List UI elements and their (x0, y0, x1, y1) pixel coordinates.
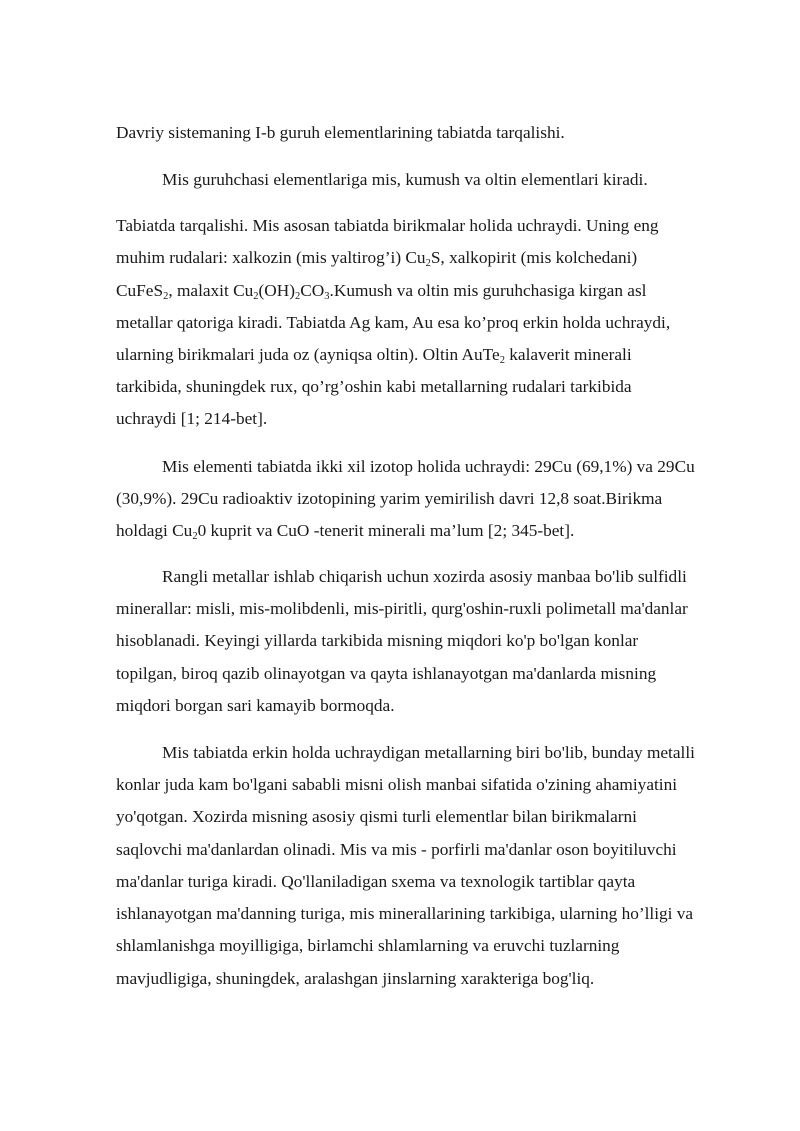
paragraph-line: ishlanayotgan ma'danning turiga, mis minerallarining tarkibiga, ularning ho’lligi va (116, 904, 694, 923)
paragraph-line: miqdori borgan sari kamayib bormoqda. (116, 696, 395, 715)
intro-paragraph: Mis guruhchasi elementlariga mis, kumush va oltin elementlari kiradi. (162, 170, 648, 189)
paragraph-line: saqlovchi ma'danlardan olinadi. Mis va mis - porfirli ma'danlar oson boyitiluvchi (116, 840, 677, 859)
paragraph-line: hisoblanadi. Keyingi yillarda tarkibida misning miqdori ko'p bo'lgan konlar (116, 631, 639, 650)
paragraph-line: tarkibida, shuningdek rux, qo’rg’oshin kabi metallarning rudalari tarkibida (116, 377, 632, 396)
paragraph-line: uchraydi [1; 214-bet]. (116, 409, 268, 428)
paragraph-line: (30,9%). 29Cu radioaktiv izotopining yarim yemirilish davri 12,8 soat.Birikma (116, 489, 663, 508)
paragraph-line: konlar juda kam bo'lgani sababli misni olish manbai sifatida o'zining ahamiyatini (116, 775, 678, 794)
paragraph-line: ma'danlar turiga kiradi. Qo'llaniladigan sxema va texnologik tartiblar qayta (116, 872, 636, 891)
paragraph-line: ularning birikmalari juda oz (ayniqsa oltin). Oltin AuTe$_2$ kalaverit minerali (116, 345, 632, 366)
paragraph-line: Mis elementi tabiatda ikki xil izotop holida uchraydi: 29Cu (69,1%) va 29Cu (162, 457, 695, 476)
paragraph-line: mavjudligiga, shuningdek, aralashgan jinslarning xarakteriga bog'liq. (116, 969, 595, 988)
paragraph-line: metallar qatoriga kiradi. Tabiatda Ag kam, Au esa ko’proq erkin holda uchraydi, (116, 313, 671, 332)
paragraph-line: holdagi $Cu_20$ kuprit va CuO -tenerit minerali ma’lum [2; 345-bet]. (116, 521, 575, 542)
paragraph-line: CuFeS$_2$, malaxit $Cu_2(OH)_2CO_3.Kumush$ va oltin mis guruhchasiga kirgan asl (116, 281, 647, 302)
paragraph-line: shlamlanishga moyilligiga, birlamchi shlamlarning va eruvchi tuzlarning (116, 936, 620, 955)
paragraph-line: minerallar: misli, mis-molibdenli, mis-piritli, qurg'oshin-ruxli polimetall ma'danlar (116, 599, 688, 618)
paragraph-line: muhim rudalari: xalkozin (mis yaltirog’i) $Cu_2S$, xalkopirit (mis kolchedani) (116, 248, 638, 269)
paragraph-line: Tabiatda tarqalishi. Mis asosan tabiatda birikmalar holida uchraydi. Uning eng (116, 216, 659, 235)
paragraph-line: topilgan, biroq qazib olinayotgan va qayta ishlanayotgan ma'danlarda misning (116, 664, 657, 683)
paragraph-line: yo'qotgan. Xozirda misning asosiy qismi turli elementlar bilan birikmalarni (116, 807, 637, 826)
section-heading: Davriy sistemaning I-b guruh elementlarining tabiatda tarqalishi. (116, 123, 565, 142)
paragraph-line: Mis tabiatda erkin holda uchraydigan metallarning biri bo'lib, bunday metalli (162, 743, 695, 762)
paragraph-line: Rangli metallar ishlab chiqarish uchun xozirda asosiy manbaa bo'lib sulfidli (162, 567, 687, 586)
